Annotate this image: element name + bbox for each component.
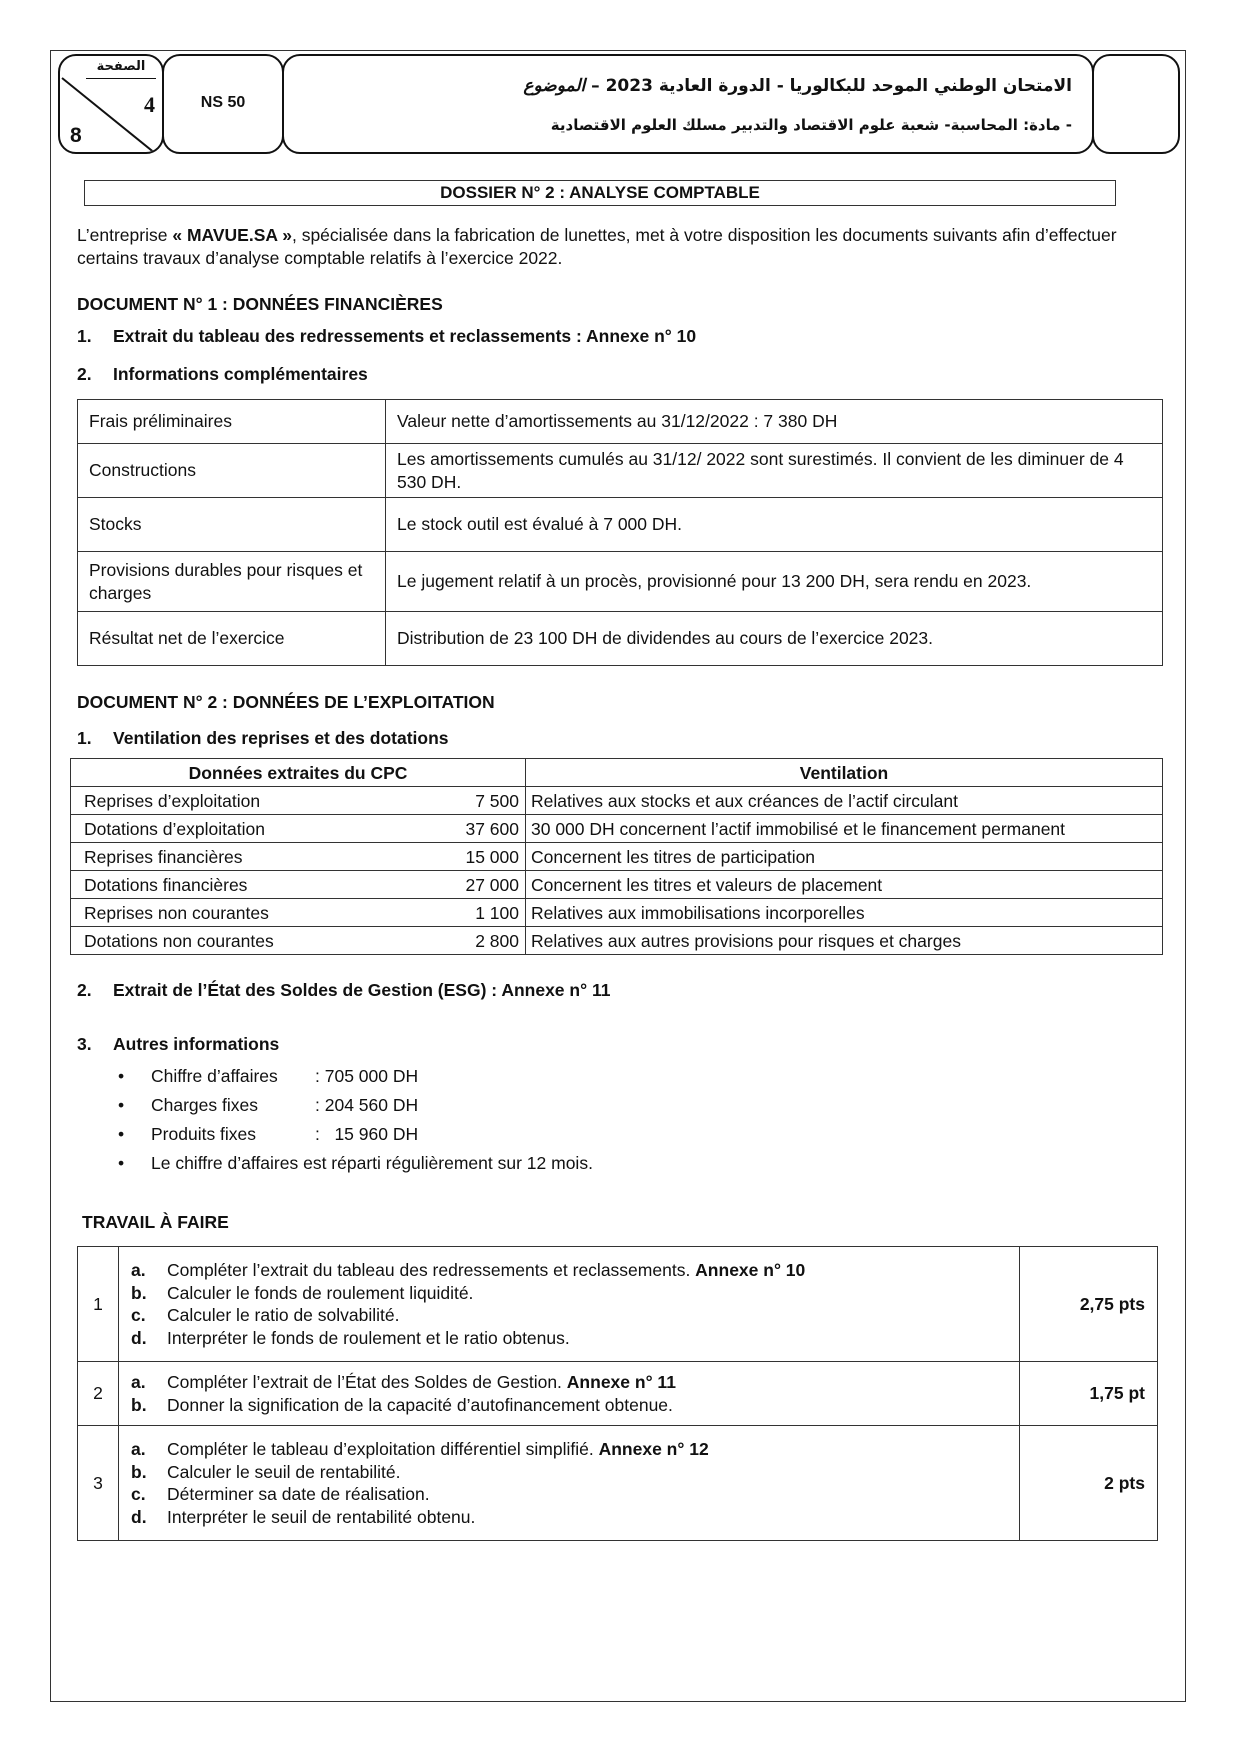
item-annex: Annexe n° 12 [598, 1439, 709, 1459]
question-number: 3 [78, 1426, 119, 1541]
exam-code-box [162, 54, 284, 154]
info-label: Résultat net de l’exercice [78, 612, 386, 666]
info-text: Valeur nette d’amortissements au 31/12/2022 : 7 380 DH [386, 400, 1163, 444]
item-text: Extrait du tableau des redressements et reclassements : Annexe n° 10 [113, 326, 697, 346]
cpc-value: 1 100 [419, 899, 526, 927]
bullet-key: Charges fixes [151, 1095, 258, 1115]
bullet-icon: • [118, 1095, 125, 1115]
cpc-desc: Concernent les titres et valeurs de placement [526, 871, 1163, 899]
item-text: Informations complémentaires [113, 364, 368, 384]
info-label: Constructions [78, 444, 386, 498]
item-letter: d. [131, 1327, 147, 1348]
item-text: Extrait de l’État des Soldes de Gestion (ESG) : Annexe n° 11 [113, 980, 611, 1000]
cpc-table [70, 758, 1163, 955]
item-annex: Annexe n° 11 [566, 1372, 676, 1392]
bullet-icon: • [118, 1153, 125, 1173]
header-right-box [1092, 54, 1180, 154]
item-text: Compléter l’extrait de l’État des Soldes de Gestion. [167, 1372, 567, 1392]
table-row [71, 843, 1163, 871]
exam-title-text: الامتحان الوطني الموحد للبكالوريا - الدورة العادية 2023 – [591, 76, 1072, 96]
list-item [131, 1483, 1019, 1506]
item-letter: c. [131, 1305, 146, 1325]
item-text: Déterminer sa date de réalisation. [167, 1484, 430, 1504]
item-letter: b. [131, 1282, 147, 1303]
list-item [131, 1394, 1019, 1417]
table-row [71, 815, 1163, 843]
bullet-key: Chiffre d’affaires [151, 1066, 278, 1086]
table-row [78, 1247, 1158, 1362]
bullet-value: : 15 960 DH [315, 1124, 419, 1144]
table-row [78, 400, 1163, 444]
item-letter: b. [131, 1394, 147, 1415]
table-row [78, 444, 1163, 498]
table-row [71, 787, 1163, 815]
info-text: Distribution de 23 100 DH de dividendes au cours de l’exercice 2023. [386, 612, 1163, 666]
cpc-label: Dotations non courantes [71, 927, 420, 955]
item-text: Calculer le fonds de roulement liquidité. [167, 1282, 474, 1303]
cpc-label: Reprises non courantes [71, 899, 420, 927]
question-number: 2 [78, 1362, 119, 1426]
table-row [71, 871, 1163, 899]
list-item [131, 1371, 1019, 1394]
cpc-desc: Relatives aux immobilisations incorporelles [526, 899, 1163, 927]
document1-item2 [77, 364, 368, 385]
item-text: Interpréter le seuil de rentabilité obtenu. [167, 1506, 476, 1527]
intro-after: , spécialisée dans la fabrication de lunettes, met à votre disposition les documents suivants afin d’effectuer certains travaux d’analyse comptable relatifs à l’exercice 2022. [77, 225, 1117, 268]
page-label: الصفحة [86, 56, 156, 79]
bullet-icon: • [118, 1066, 125, 1086]
document2-item2 [77, 980, 610, 1001]
question-items [119, 1426, 1020, 1541]
exam-code: NS 50 [200, 94, 246, 111]
item-number: 2. [77, 364, 92, 384]
question-points: 2,75 pts [1020, 1247, 1158, 1362]
item-letter: c. [131, 1484, 146, 1504]
list-item [118, 1062, 593, 1091]
work-table [77, 1246, 1158, 1541]
info-table [77, 399, 1163, 666]
cpc-label: Reprises d’exploitation [71, 787, 420, 815]
intro-before: L’entreprise [77, 225, 173, 245]
item-number: 2. [77, 980, 92, 1000]
table-row [78, 612, 1163, 666]
table-row [78, 1362, 1158, 1426]
cpc-value: 7 500 [419, 787, 526, 815]
question-number: 1 [78, 1247, 119, 1362]
cpc-value: 37 600 [419, 815, 526, 843]
info-label: Stocks [78, 498, 386, 552]
item-text: Calculer le seuil de rentabilité. [167, 1461, 401, 1482]
bullet-value: : 204 560 DH [315, 1095, 419, 1115]
document2-item3 [77, 1034, 279, 1055]
intro-paragraph [77, 224, 1157, 270]
document2-title: DOCUMENT N° 2 : DONNÉES DE L’EXPLOITATION [77, 692, 495, 712]
cpc-desc: 30 000 DH concernent l’actif immobilisé et le financement permanent [526, 815, 1163, 843]
item-text: Compléter le tableau d’exploitation différentiel simplifié. [167, 1439, 599, 1459]
info-text: Les amortissements cumulés au 31/12/ 2022 sont surestimés. Il convient de les diminuer de 4 530 DH. [386, 444, 1163, 498]
list-item [118, 1120, 593, 1149]
bullet-value: : 705 000 DH [315, 1066, 419, 1086]
document2-item1 [77, 728, 449, 749]
table-row [78, 552, 1163, 612]
item-text: Compléter l’extrait du tableau des redressements et reclassements. [167, 1260, 696, 1280]
exam-title-accent: الموضوع [523, 76, 586, 96]
list-item [131, 1259, 1019, 1282]
travail-title: TRAVAIL À FAIRE [82, 1212, 229, 1232]
document1-title: DOCUMENT N° 1 : DONNÉES FINANCIÈRES [77, 294, 443, 314]
column-header-ventilation: Ventilation [526, 759, 1163, 787]
item-text: Autres informations [113, 1034, 280, 1054]
item-letter: a. [131, 1439, 146, 1459]
item-letter: a. [131, 1260, 146, 1280]
table-row [78, 1426, 1158, 1541]
info-label: Frais préliminaires [78, 400, 386, 444]
item-annex: Annexe n° 10 [695, 1260, 806, 1280]
item-number: 3. [77, 1034, 92, 1054]
item-letter: a. [131, 1372, 146, 1392]
item-number: 1. [77, 326, 92, 346]
cpc-label: Reprises financières [71, 843, 420, 871]
question-points: 1,75 pt [1020, 1362, 1158, 1426]
page-number: 4 [144, 92, 155, 117]
item-letter: d. [131, 1506, 147, 1527]
table-header-row [71, 759, 1163, 787]
page-number-box [58, 54, 164, 154]
list-item [131, 1438, 1019, 1461]
list-item [118, 1149, 593, 1178]
table-row [71, 899, 1163, 927]
bullet-icon: • [118, 1124, 125, 1144]
question-points: 2 pts [1020, 1426, 1158, 1541]
table-row [78, 498, 1163, 552]
cpc-desc: Concernent les titres de participation [526, 843, 1163, 871]
info-text: Le jugement relatif à un procès, provisionné pour 13 200 DH, sera rendu en 2023. [386, 552, 1163, 612]
column-header-cpc: Données extraites du CPC [71, 759, 526, 787]
item-letter: b. [131, 1461, 147, 1482]
cpc-value: 27 000 [419, 871, 526, 899]
other-info-list [118, 1062, 593, 1178]
question-items [119, 1362, 1020, 1426]
cpc-desc: Relatives aux autres provisions pour risques et charges [526, 927, 1163, 955]
cpc-label: Dotations d’exploitation [71, 815, 420, 843]
cpc-label: Dotations financières [71, 871, 420, 899]
list-item [131, 1461, 1019, 1484]
item-text: Calculer le ratio de solvabilité. [167, 1305, 400, 1325]
cpc-value: 2 800 [419, 927, 526, 955]
company-name: « MAVUE.SA » [172, 225, 292, 245]
info-label: Provisions durables pour risques et charges [78, 552, 386, 612]
list-item [131, 1506, 1019, 1529]
item-text: Interpréter le fonds de roulement et le ratio obtenus. [167, 1327, 570, 1348]
cpc-desc: Relatives aux stocks et aux créances de l’actif circulant [526, 787, 1163, 815]
bullet-value: Le chiffre d’affaires est réparti régulièrement sur 12 mois. [151, 1153, 593, 1173]
item-text: Ventilation des reprises et des dotations [113, 728, 449, 748]
list-item [131, 1327, 1019, 1350]
cpc-value: 15 000 [419, 843, 526, 871]
list-item [118, 1091, 593, 1120]
exam-title [523, 76, 1072, 96]
document1-item1 [77, 326, 696, 347]
list-item [131, 1304, 1019, 1327]
item-number: 1. [77, 728, 92, 748]
page-total: 8 [70, 124, 82, 147]
bullet-key: Produits fixes [151, 1124, 257, 1144]
question-items [119, 1247, 1020, 1362]
exam-subtitle: - مادة: المحاسبة- شعبة علوم الاقتصاد والتدبير مسلك العلوم الاقتصادية [550, 116, 1072, 134]
dossier-title: DOSSIER N° 2 : ANALYSE COMPTABLE [84, 180, 1116, 206]
exam-title-box [282, 54, 1094, 154]
list-item [131, 1282, 1019, 1305]
item-text: Donner la signification de la capacité d’autofinancement obtenue. [167, 1394, 673, 1415]
info-text: Le stock outil est évalué à 7 000 DH. [386, 498, 1163, 552]
table-row [71, 927, 1163, 955]
